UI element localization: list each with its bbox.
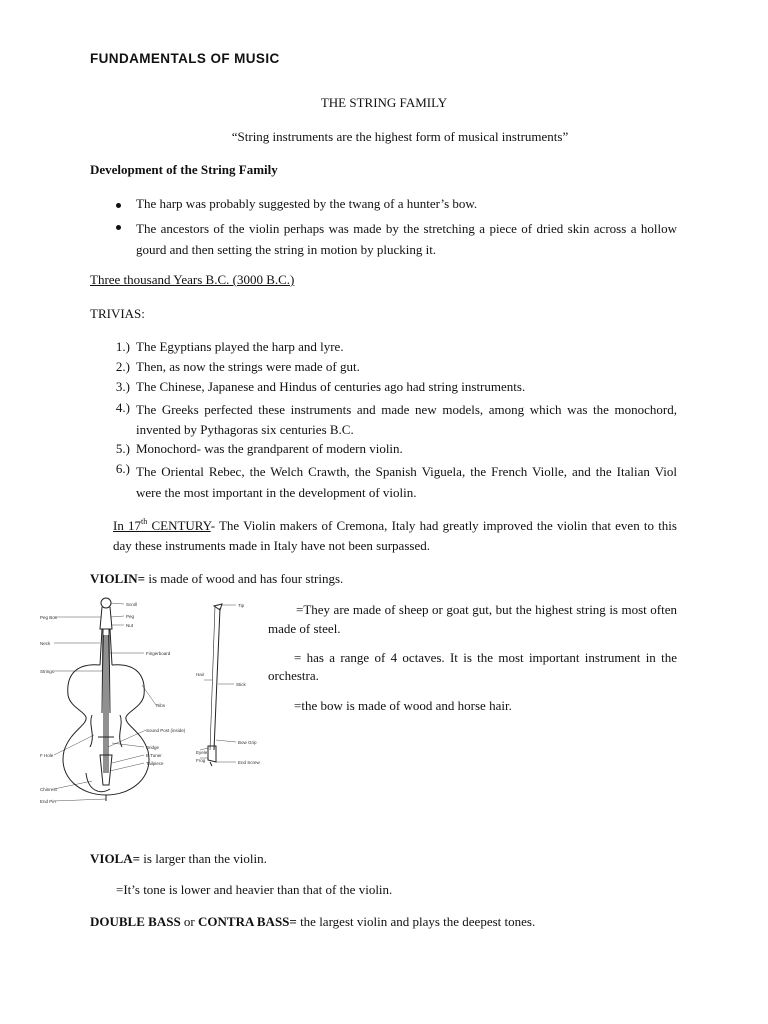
svg-text:Chinrest: Chinrest [40,787,57,792]
svg-text:Sound Post (inside): Sound Post (inside) [146,728,186,733]
list-number: 4.) [115,400,130,415]
svg-text:Bow Grip: Bow Grip [238,740,257,745]
quote: “String instruments are the highest form of musical instruments” [231,129,569,144]
list-text: The Greeks perfected these instruments and made new models, among which was the monochord, invented by Pythagoras six centuries B.C. [136,402,677,437]
century-label: In 17th CENTURY [113,516,211,533]
svg-text:End Screw: End Screw [238,760,260,765]
list-text: Then, as now the strings were made of gut. [136,359,360,374]
violin-note-strings: =They are made of sheep or goat gut, but the highest string is most often made of steel. [268,602,677,636]
list-text: The Chinese, Japanese and Hindus of centuries ago had string instruments. [136,379,526,394]
bass-term-2: CONTRA BASS= [198,914,297,929]
svg-text:Frog: Frog [196,758,206,763]
violin-text: is made of wood and has four strings. [145,571,344,586]
violin-term: VIOLIN= [90,571,146,586]
viola-definition [90,851,267,867]
viola-term: VIOLA= [90,851,141,866]
svg-text:Nut: Nut [126,623,134,628]
svg-text:E Tuner: E Tuner [146,753,162,758]
svg-text:Bridge: Bridge [146,745,160,750]
svg-text:Hair: Hair [196,672,205,677]
bass-text: the largest violin and plays the deepest tones. [296,914,536,929]
svg-text:Peg: Peg [126,614,135,619]
svg-text:Tip: Tip [238,603,245,608]
list-number: 2.) [115,359,130,374]
bass-or: or [180,914,199,929]
list-text: The Egyptians played the harp and lyre. [136,339,344,354]
svg-text:F Hole: F Hole [40,753,54,758]
violin-diagram [36,595,186,810]
list-number: 3.) [115,379,130,394]
violin-definition [90,571,343,587]
bass-definition [90,914,535,930]
century-paragraph [113,516,677,556]
viola-note: =It’s tone is lower and heavier than that of the violin. [116,882,393,897]
development-heading: Development of the String Family [90,162,278,177]
svg-text:Strings: Strings [40,669,55,674]
era-heading: Three thousand Years B.C. (3000 B.C.) [90,272,295,287]
list-text: Monochord- was the grandparent of modern violin. [136,441,403,456]
svg-text:Fingerboard: Fingerboard [146,651,171,656]
bullet-icon [116,203,121,208]
svg-text:Tailpiece: Tailpiece [146,761,164,766]
violin-note-bow: =the bow is made of wood and horse hair. [294,698,512,713]
svg-text:Neck: Neck [40,641,51,646]
svg-text:Scroll: Scroll [126,602,138,607]
bullet-text: The ancestors of the violin perhaps was made by the stretching a piece of dried skin across a hollow gourd and then setting the string in motion by plucking it. [136,221,677,257]
viola-text: is larger than the violin. [140,851,267,866]
svg-text:Stick: Stick [236,682,246,687]
violin-note-range: = has a range of 4 octaves. It is the most important instrument in the orchestra. [268,650,677,683]
svg-text:Eyelet: Eyelet [196,750,209,755]
list-number: 1.) [115,339,130,354]
document-header: FUNDAMENTALS OF MUSIC [90,51,280,66]
trivias-heading: TRIVIAS: [90,306,145,321]
century-text: - The Violin makers of Cremona, Italy had greatly improved the violin that even to this day these instruments made in Italy have not been surpassed. [113,518,677,553]
bullet-icon [116,225,121,230]
list-text: The Oriental Rebec, the Welch Crawth, the Spanish Viguela, the French Violle, and the Italian Viol were the most important in the development of violin. [136,464,677,500]
list-number: 5.) [115,441,130,456]
svg-text:End Pin: End Pin [40,799,56,804]
bullet-text: The harp was probably suggested by the twang of a hunter’s bow. [136,196,478,211]
page-title: THE STRING FAMILY [320,95,448,110]
svg-text:Peg Box: Peg Box [40,615,58,620]
bass-term-1: DOUBLE BASS [90,914,181,929]
list-number: 6.) [115,461,130,476]
svg-text:Ribs: Ribs [156,703,166,708]
